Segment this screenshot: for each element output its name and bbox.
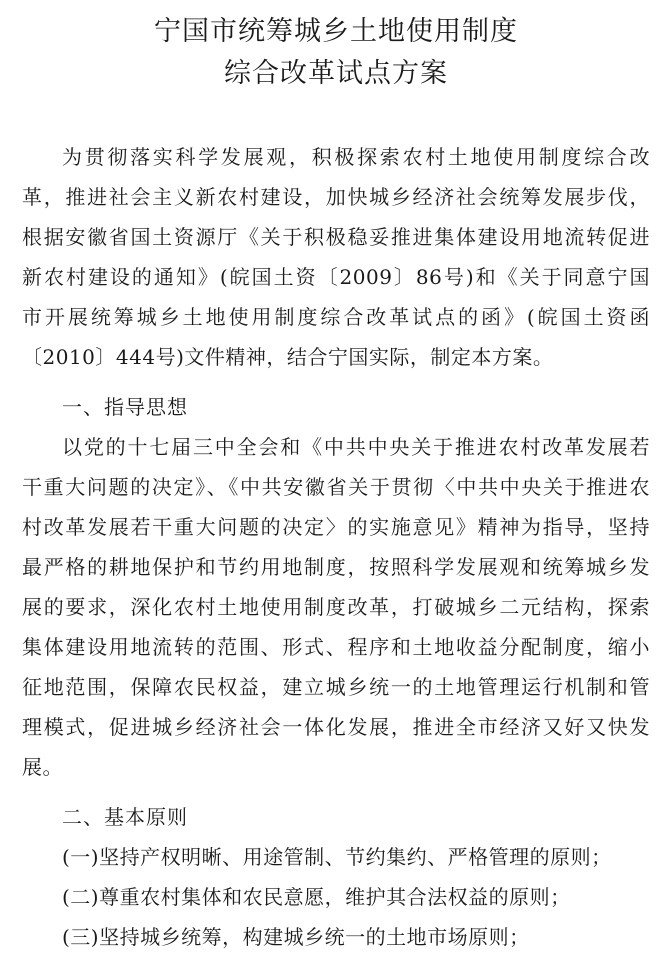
paragraph-line: 展。	[22, 755, 63, 779]
paragraph-line: 村改革发展若干重大问题的决定〉的实施意见》精神为指导，坚持	[22, 515, 650, 539]
paragraph-line: 集体建设用地流转的范围、形式、程序和土地收益分配制度，缩小	[22, 635, 650, 659]
paragraph-line: 以党的十七届三中全会和《中共中央关于推进农村改革发展若	[62, 435, 650, 459]
list-item: (三)坚持城乡统筹，构建城乡统一的土地市场原则；	[62, 925, 530, 949]
list-item: (二)尊重农村集体和农民意愿，维护其合法权益的原则；	[62, 885, 571, 909]
section-heading: 二、基本原则	[62, 805, 188, 829]
paragraph-line: 展的要求，深化农村土地使用制度改革，打破城乡二元结构，探索	[22, 595, 650, 619]
preamble-line: 根据安徽省国土资源厅《关于积极稳妥推进集体建设用地流转促进	[22, 225, 650, 249]
section-heading: 一、指导思想	[62, 395, 188, 419]
paragraph-line: 最严格的耕地保护和节约用地制度，按照科学发展观和统筹城乡发	[22, 555, 650, 579]
preamble-line: 新农村建设的通知》(皖国土资〔2009〕86号)和《关于同意宁国	[22, 265, 650, 289]
preamble-line: 为贯彻落实科学发展观，积极探索农村土地使用制度综合改	[62, 145, 650, 169]
preamble-line: 革，推进社会主义新农村建设，加快城乡经济社会统筹发展步伐，	[22, 185, 650, 209]
preamble-line: 〔2010〕444号)文件精神，结合宁国实际，制定本方案。	[22, 345, 554, 369]
list-item: (一)坚持产权明晰、用途管制、节约集约、严格管理的原则；	[62, 845, 612, 869]
paragraph-line: 理模式，促进城乡经济社会一体化发展，推进全市经济又好又快发	[22, 715, 650, 739]
paragraph-line: 征地范围，保障农民权益，建立城乡统一的土地管理运行机制和管	[22, 675, 650, 699]
preamble-line: 市开展统筹城乡土地使用制度综合改革试点的函》(皖国土资函	[22, 305, 650, 329]
paragraph-line: 干重大问题的决定》、《中共安徽省关于贯彻〈中共中央关于推进农	[22, 475, 650, 499]
document-title-line1: 宁国市统筹城乡土地使用制度	[154, 16, 518, 47]
document-title-line2: 综合改革试点方案	[224, 58, 448, 89]
